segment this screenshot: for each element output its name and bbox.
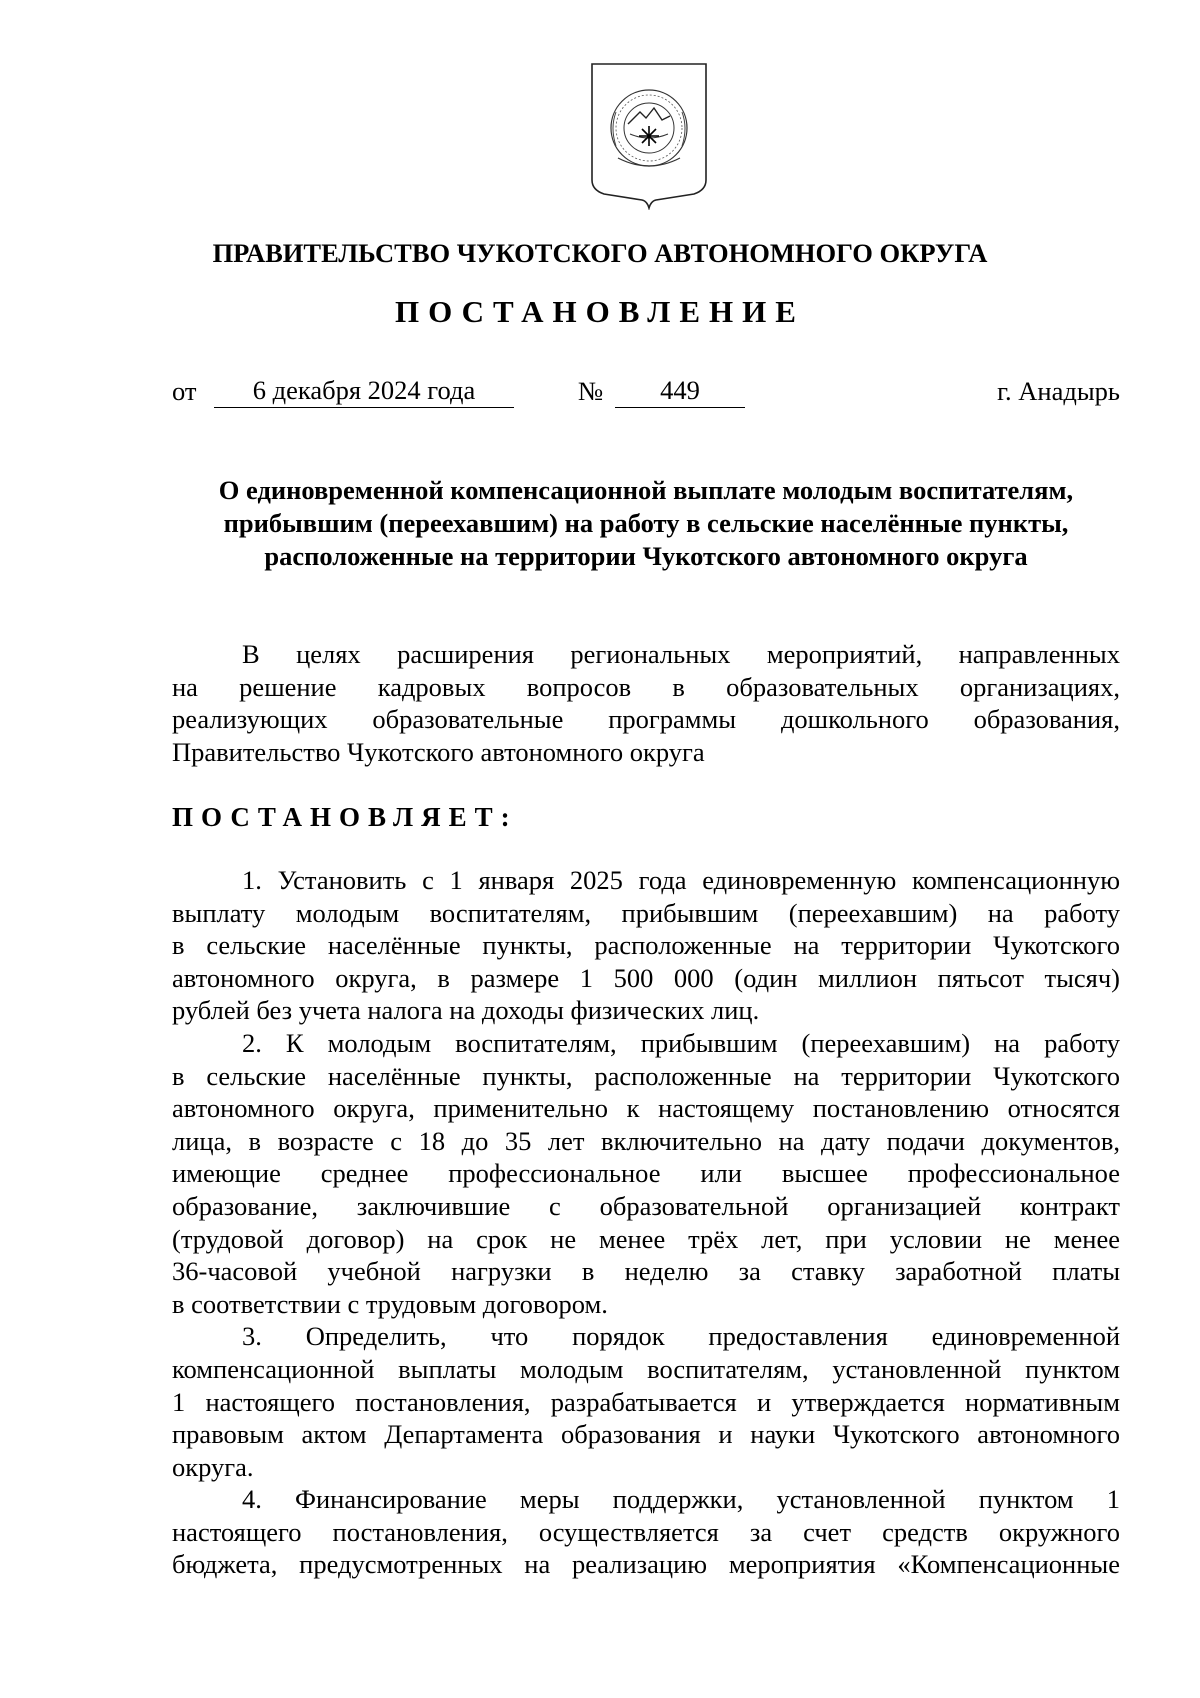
item-line: выплату молодым воспитателям, прибывшим (переехавшим) на работу (172, 897, 1120, 928)
item-line: в соответствии с трудовым договором. (172, 1288, 608, 1319)
resolves-heading: ПОСТАНОВЛЯЕТ: (172, 802, 518, 832)
item-2-paragraph (172, 1027, 1120, 1320)
coat-of-arms-emblem-icon (588, 62, 710, 210)
item-line: образование, заключившие с образовательной организацией контракт (172, 1190, 1120, 1221)
item-line: правовым актом Департамента образования и науки Чукотского автономного (172, 1419, 1120, 1450)
item-line: имеющие среднее профессиональное или высшее профессиональное (172, 1158, 1120, 1189)
item-3-paragraph (172, 1320, 1120, 1483)
document-date: 6 декабря 2024 года (214, 374, 514, 408)
preamble-line: В целях расширения региональных мероприятий, направленных (242, 639, 1120, 669)
resolution-items (172, 864, 1120, 1581)
item-line: в сельские населённые пункты, расположенные на территории Чукотского (172, 1060, 1120, 1091)
item-line: бюджета, предусмотренных на реализацию мероприятия «Компенсационные (172, 1549, 1120, 1580)
item-line: рублей без учета налога на доходы физических лиц. (172, 995, 760, 1026)
document-subject (172, 474, 1120, 573)
item-line: 1 настоящего постановления, разрабатывается и утверждается нормативным (172, 1386, 1120, 1417)
subject-line: прибывшим (переехавшим) на работу в сельские населённые пункты, (223, 508, 1069, 538)
item-line: лица, в возрасте с 18 до 35 лет включительно на дату подачи документов, (172, 1125, 1120, 1156)
document-type-heading: ПОСТАНОВЛЕНИЕ (395, 294, 805, 329)
item-4-paragraph (172, 1483, 1120, 1581)
preamble-line: на решение кадровых вопросов в образовательных организациях, (172, 671, 1120, 702)
item-1-paragraph (172, 864, 1120, 1027)
item-line: компенсационной выплаты молодым воспитателям, установленной пунктом (172, 1353, 1120, 1384)
number-sign-label: № (578, 376, 604, 406)
item-line: автономного округа, в размере 1 500 000 (один миллион пятьсот тысяч) (172, 962, 1120, 993)
item-line: в сельские населённые пункты, расположенные на территории Чукотского (172, 930, 1120, 961)
document-number: 449 (615, 374, 745, 408)
document-meta-row (172, 374, 1120, 410)
item-line: 3. Определить, что порядок предоставления единовременной (242, 1321, 1120, 1352)
government-title: ПРАВИТЕЛЬСТВО ЧУКОТСКОГО АВТОНОМНОГО ОКРУГА (212, 238, 988, 268)
item-line: 2. К молодым воспитателям, прибывшим (переехавшим) на работу (242, 1027, 1120, 1058)
preamble-paragraph (172, 638, 1120, 768)
item-line: настоящего постановления, осуществляется за счет средств окружного (172, 1516, 1120, 1547)
subject-line: О единовременной компенсационной выплате молодым воспитателям, (218, 475, 1074, 505)
item-line: 4. Финансирование меры поддержки, установленной пунктом 1 (242, 1484, 1120, 1515)
preamble-line: реализующих образовательные программы дошкольного образования, (172, 704, 1120, 735)
item-line: (трудовой договор) на срок не менее трёх лет, при условии не менее (172, 1223, 1120, 1254)
document-city: г. Анадырь (997, 376, 1120, 406)
date-prefix-label: от (172, 376, 197, 406)
preamble-line: Правительство Чукотского автономного округа (172, 736, 705, 767)
item-line: округа. (172, 1451, 254, 1482)
item-line: 36-часовой учебной нагрузки в неделю за ставку заработной платы (172, 1256, 1120, 1287)
item-line: 1. Установить с 1 января 2025 года единовременную компенсационную (242, 865, 1120, 895)
item-line: автономного округа, применительно к настоящему постановлению относятся (172, 1093, 1120, 1124)
subject-line: расположенные на территории Чукотского автономного округа (264, 541, 1028, 571)
